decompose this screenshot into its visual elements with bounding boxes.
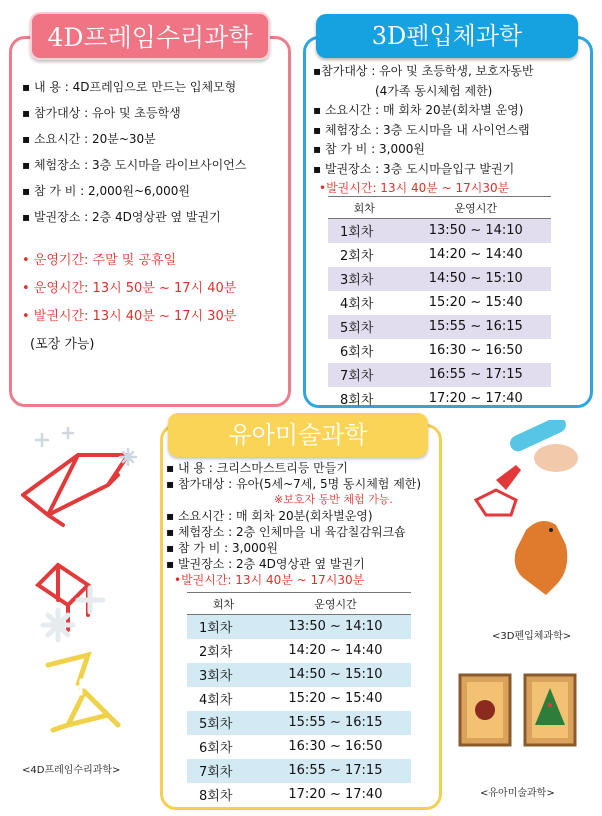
pen3d-item-place: ▪ 체험장소 : 3층 도시마을 내 사이언스랩	[313, 122, 530, 137]
table-row	[187, 615, 411, 639]
pen3d-info-list	[313, 62, 593, 199]
pen3d-caption: <3D펜입체과학>	[492, 631, 572, 642]
session-cell: 5회차	[187, 711, 260, 735]
pen3d-dinosaur-illustration	[456, 420, 596, 620]
session-cell: 3회차	[328, 267, 401, 291]
frame4d-note-ticket-time: • 발권시간: 13시 40분 ~ 17시 30분	[22, 309, 237, 324]
table-row	[187, 711, 411, 735]
table-row	[187, 783, 411, 807]
session-cell: 4회차	[340, 297, 374, 312]
table-row	[328, 291, 551, 315]
kidsart-item-duration: ▪ 소요시간 : 매 회차 20분(회차별운영)	[166, 509, 373, 523]
pen3d-item-duration: ▪ 소요시간 : 매 회차 20분(회차별 운영)	[313, 103, 524, 117]
frame4d-item-duration: ▪ 소요시간 : 20분~30분	[22, 132, 156, 146]
table-header-row	[328, 197, 551, 219]
session-cell: 7회차	[187, 759, 260, 783]
kidsart-caption: <유아미술과학>	[480, 788, 555, 799]
session-cell: 8회차	[199, 789, 233, 804]
time-cell: 16:55 ~ 17:15	[260, 759, 411, 783]
frame4d-item-place: ▪ 체험장소 : 3층 도시마을 라이브사이언스	[22, 158, 247, 172]
session-cell: 7회차	[328, 363, 401, 387]
session-cell: 1회차	[328, 219, 401, 243]
session-cell: 4회차	[199, 693, 233, 708]
frame4d-note-period: • 운영기간: 주말 및 공휴일	[22, 253, 177, 268]
pen3d-item-limit: (4가족 동시체험 제한)	[375, 83, 493, 98]
pen3d-ticket-time: •발권시간: 13시 40분 ~ 17시30분	[319, 181, 510, 195]
table-header-time: 운영시간	[260, 593, 411, 615]
kidsart-item-ticket: ▪ 발권장소 : 2층 4D영상관 옆 발권기	[166, 557, 365, 571]
kidsart-info-list	[166, 460, 442, 588]
pen3d-schedule-table	[328, 196, 551, 411]
kidsart-lantern-illustration	[455, 670, 585, 750]
time-cell: 13:50 ~ 14:10	[260, 615, 411, 639]
session-cell: 6회차	[199, 741, 233, 756]
kidsart-item-fee: ▪ 참 가 비 : 3,000원	[166, 541, 278, 555]
session-cell: 2회차	[199, 645, 233, 660]
time-cell: 14:50 ~ 15:10	[401, 267, 551, 291]
frame4d-item-target: ▪ 참가대상 : 유아 및 초등학생	[22, 106, 181, 120]
kidsart-item-place: ▪ 체험장소 : 2층 인체마을 내 육감칠감워크숍	[166, 525, 406, 539]
time-cell: 17:20 ~ 17:40	[428, 391, 523, 406]
table-header-time: 운영시간	[401, 197, 551, 219]
frame4d-notes	[22, 247, 282, 359]
table-row	[187, 735, 411, 759]
frame4d-item-ticket: ▪ 발권장소 : 2층 4D영상관 옆 발권기	[22, 210, 221, 224]
frame4d-caption: <4D프레임수리과학>	[22, 765, 121, 776]
frame4d-item-content: ▪ 내 용 : 4D프레임으로 만드는 입체모형	[22, 80, 237, 94]
kidsart-title: 유아미술과학	[168, 413, 428, 457]
time-cell: 14:50 ~ 15:10	[260, 663, 411, 687]
table-row	[187, 663, 411, 687]
table-row	[328, 315, 551, 339]
time-cell: 17:20 ~ 17:40	[288, 787, 383, 802]
kidsart-guardian-note: ※보호자 동반 체험 가능.	[274, 493, 393, 506]
table-row	[328, 363, 551, 387]
time-cell: 15:20 ~ 15:40	[288, 691, 383, 706]
session-cell: 2회차	[340, 249, 374, 264]
table-row	[187, 759, 411, 783]
time-cell: 16:30 ~ 16:50	[288, 739, 383, 754]
frame4d-title: 4D프레임수리과학	[30, 12, 270, 60]
frame4d-info-list	[22, 74, 282, 230]
session-cell: 8회차	[340, 393, 374, 408]
session-cell: 1회차	[187, 615, 260, 639]
table-row	[328, 387, 551, 411]
time-cell: 16:55 ~ 17:15	[401, 363, 551, 387]
pen3d-title: 3D펜입체과학	[316, 14, 578, 58]
table-row	[328, 219, 551, 243]
pen3d-item-target: ▪참가대상 : 유아 및 초등학생, 보호자동반	[313, 64, 534, 78]
time-cell: 15:55 ~ 16:15	[401, 315, 551, 339]
table-header-row	[187, 593, 411, 615]
table-row	[187, 639, 411, 663]
frame4d-model-illustration	[8, 425, 148, 755]
table-row	[187, 687, 411, 711]
kidsart-item-content: ▪ 내 용 : 크리스마스트리등 만들기	[166, 461, 348, 475]
table-header-session: 회차	[187, 593, 260, 615]
session-cell: 6회차	[340, 345, 374, 360]
session-cell: 3회차	[187, 663, 260, 687]
table-row	[328, 243, 551, 267]
time-cell: 16:30 ~ 16:50	[428, 343, 523, 358]
pen3d-item-ticket: ▪ 발권장소 : 3층 도시마을입구 발권기	[313, 161, 515, 176]
kidsart-schedule-table	[187, 592, 411, 807]
time-cell: 15:20 ~ 15:40	[428, 295, 523, 310]
time-cell: 13:50 ~ 14:10	[401, 219, 551, 243]
frame4d-note-hours: • 운영시간: 13시 50분 ~ 17시 40분	[22, 281, 237, 296]
frame4d-pack-note: (포장 가능)	[30, 337, 95, 352]
table-header-session: 회차	[328, 197, 401, 219]
frame4d-item-fee: ▪ 참 가 비 : 2,000원~6,000원	[22, 184, 190, 198]
kidsart-ticket-time: •발권시간: 13시 40분 ~ 17시30분	[174, 573, 365, 587]
kidsart-item-target: ▪ 참가대상 : 유아(5세~7세, 5명 동시체험 제한)	[166, 477, 422, 491]
time-cell: 14:20 ~ 14:40	[428, 247, 523, 262]
time-cell: 15:55 ~ 16:15	[260, 711, 411, 735]
pen3d-item-fee: ▪ 참 가 비 : 3,000원	[313, 142, 425, 156]
table-row	[328, 267, 551, 291]
table-row	[328, 339, 551, 363]
session-cell: 5회차	[328, 315, 401, 339]
time-cell: 14:20 ~ 14:40	[288, 643, 383, 658]
